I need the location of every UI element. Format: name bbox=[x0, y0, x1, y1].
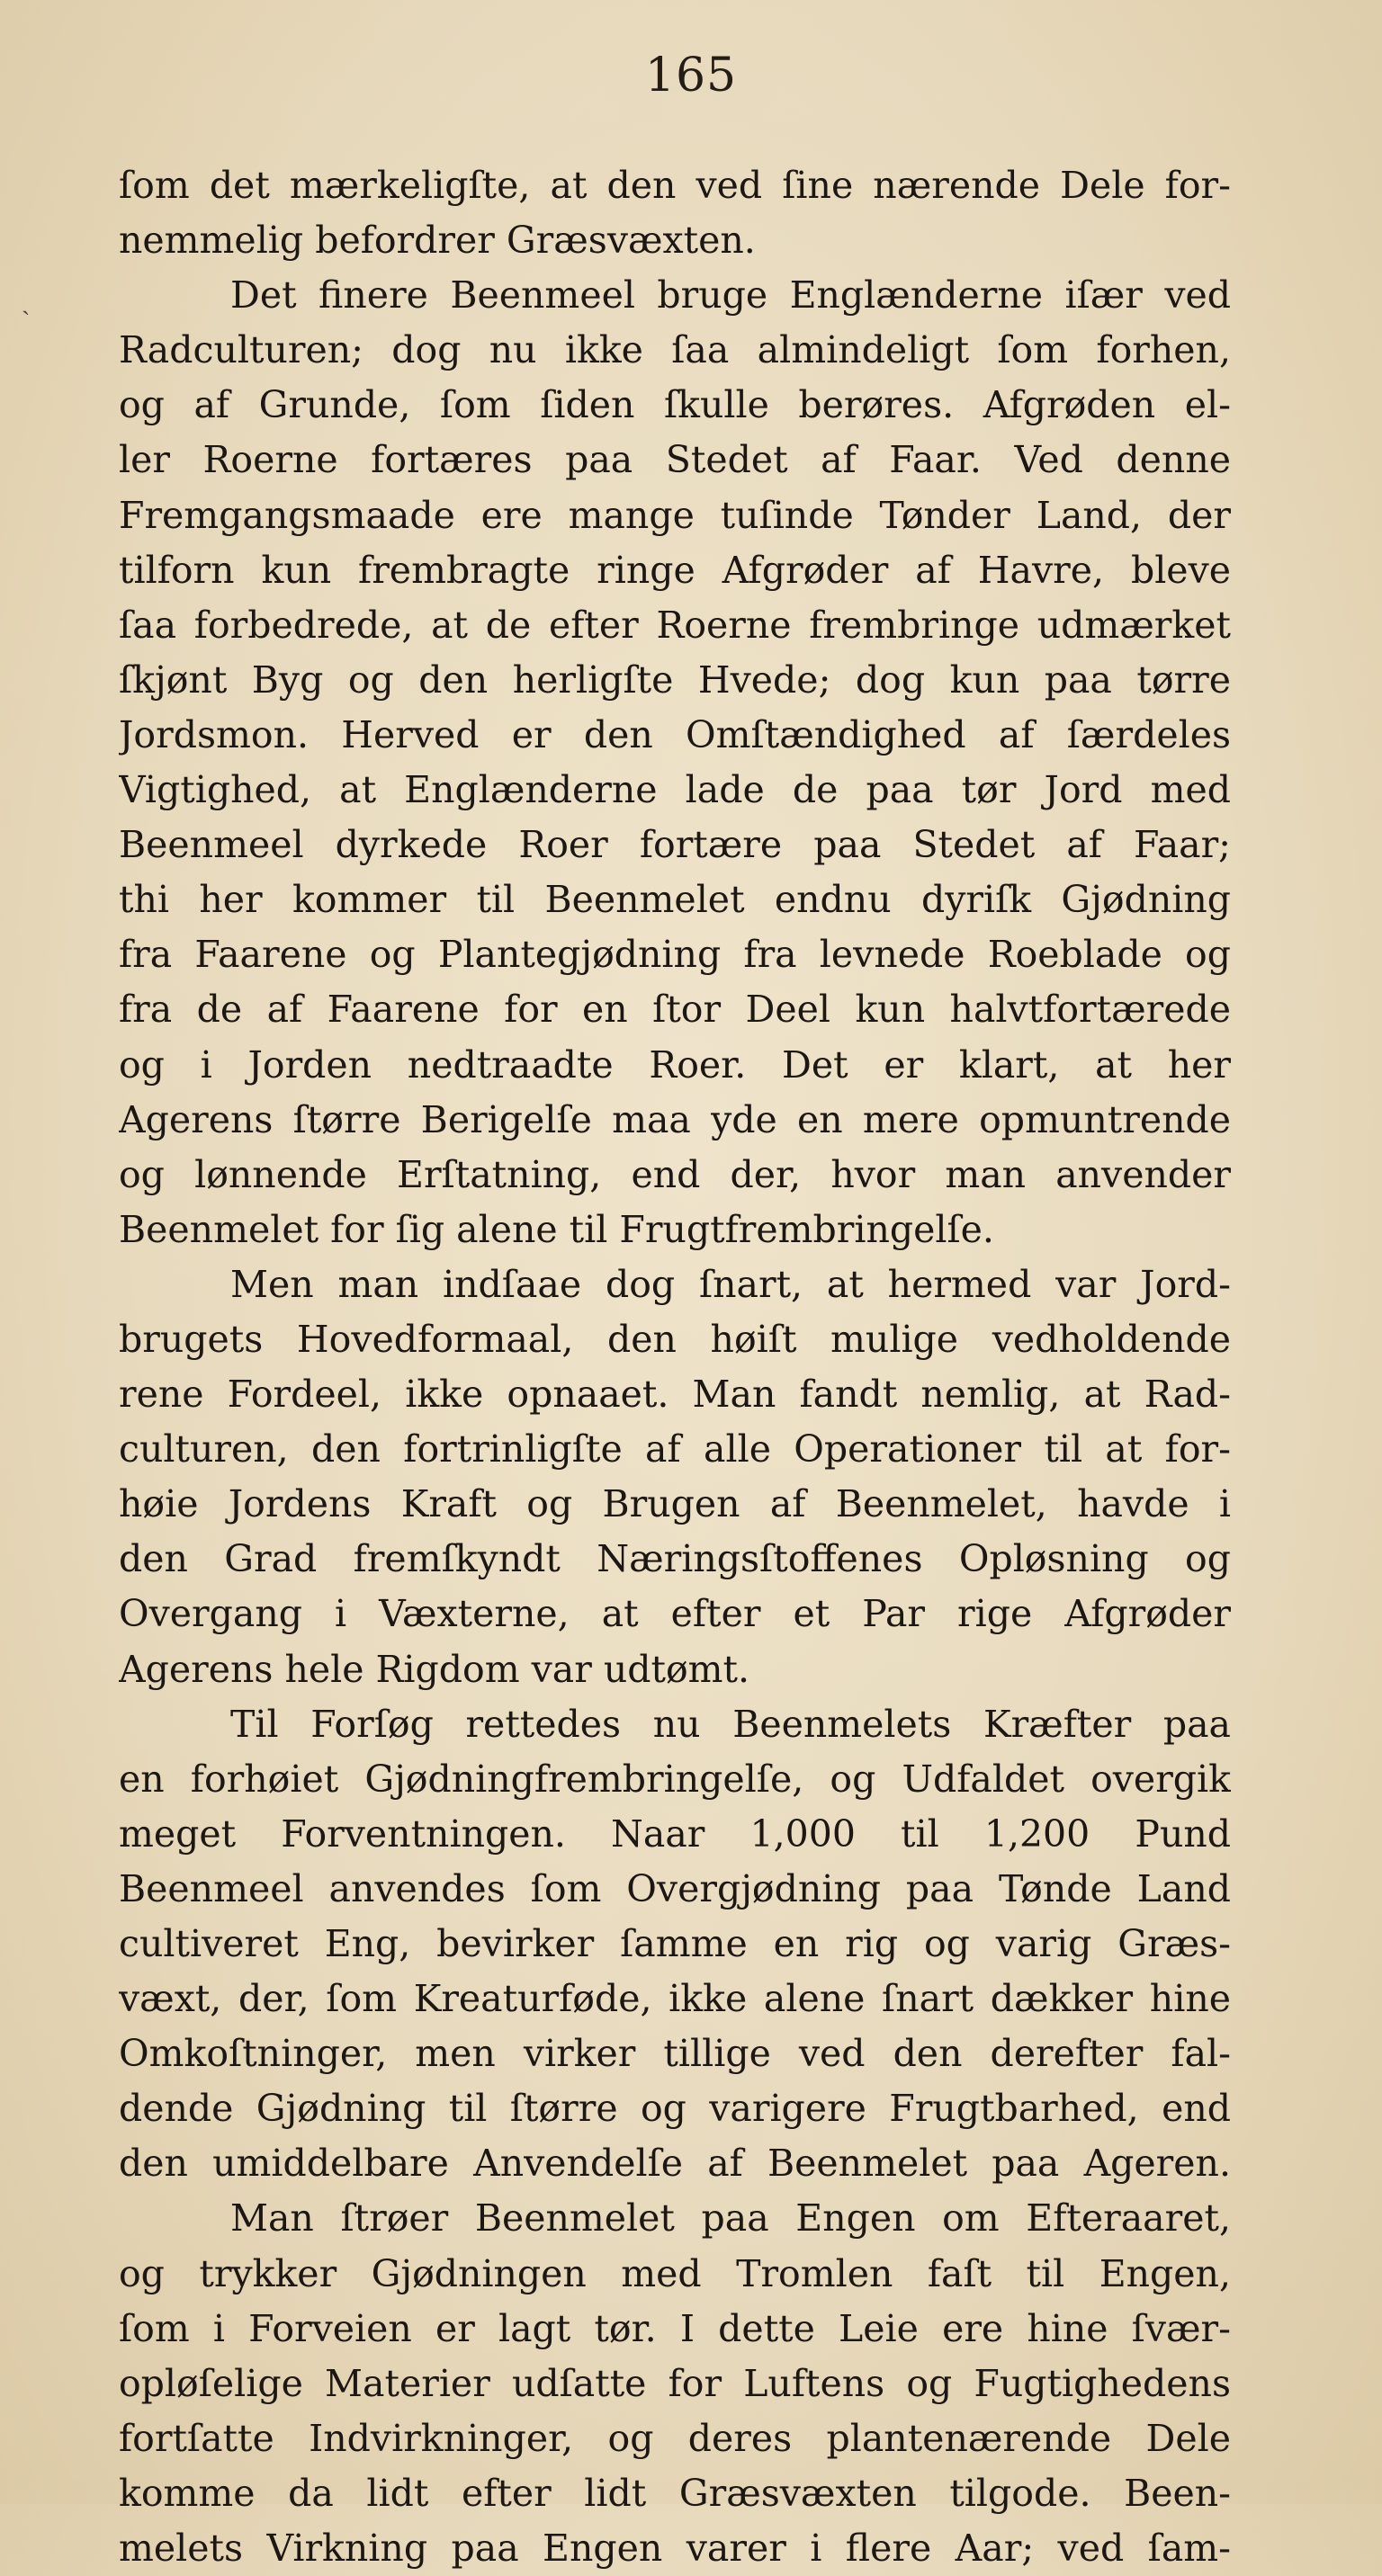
text-line: Beenmelet for ſig alene til Frugtfrembringelſe. bbox=[119, 1207, 994, 1251]
text-line: den umiddelbare Anvendelſe af Beenmelet paa Ageren. bbox=[119, 2142, 1231, 2186]
text-line: fra de af Faarene for en ſtor Deel kun halvtfortærede bbox=[119, 988, 1231, 1032]
text-line: ſkjønt Byg og den herligſte Hvede; dog kun paa tørre bbox=[119, 657, 1231, 702]
text-line: Overgang i Væxterne, at efter et Par rige Afgrøder bbox=[119, 1592, 1231, 1636]
text-line: væxt, der, ſom Kreaturføde, ikke alene ſnart dækker hine bbox=[119, 1977, 1231, 2021]
text-line: ſom det mærkeligſte, at den ved ſine nærende Dele for- bbox=[119, 164, 1231, 207]
text-line: Det finere Beenmeel bruge Englænderne iſær ved bbox=[230, 273, 1231, 318]
text-line: melets Virkning paa Engen varer i flere Aar; ved ſam- bbox=[119, 2527, 1231, 2571]
text-line: Agerens ſtørre Berigelſe maa yde en mere opmuntrende bbox=[119, 1097, 1231, 1141]
text-line: opløſelige Materier udſatte for Luftens og Fugtighedens bbox=[119, 2361, 1231, 2405]
text-line: høie Jordens Kraft og Brugen af Beenmelet, havde i bbox=[119, 1482, 1231, 1526]
text-line: og trykker Gjødningen med Tromlen faſt til Engen, bbox=[119, 2251, 1231, 2295]
text-line: tilforn kun frembragte ringe Afgrøder af Havre, bleve bbox=[119, 548, 1231, 592]
text-line: komme da lidt efter lidt Græsvæxten tilgode. Been- bbox=[119, 2471, 1231, 2515]
text-line: brugets Hovedformaal, den høiſt mulige vedholdende bbox=[119, 1317, 1231, 1361]
text-line: Beenmeel dyrkede Roer fortære paa Stedet af Faar; bbox=[119, 823, 1231, 867]
text-line: Fremgangsmaade ere mange tuſinde Tønder Land, der bbox=[119, 493, 1231, 537]
text-line: dende Gjødning til ſtørre og varigere Frugtbarhed, end bbox=[119, 2087, 1231, 2131]
text-line: nemmelig befordrer Græsvæxten. bbox=[119, 219, 756, 263]
text-line: ler Roerne fortæres paa Stedet af Faar. Ved denne bbox=[119, 438, 1231, 482]
text-line: Jordsmon. Herved er den Omſtændighed af ſærdeles bbox=[119, 712, 1231, 756]
text-line: Beenmeel anvendes ſom Overgjødning paa Tønde Land bbox=[119, 1866, 1231, 1910]
text-line: ſom i Forveien er lagt tør. I dette Leie ere hine ſvær- bbox=[119, 2306, 1231, 2350]
text-line: meget Forventningen. Naar 1,000 til 1,200 Pund bbox=[119, 1811, 1231, 1856]
text-line: og i Jorden nedtraadte Roer. Det er klart, at her bbox=[119, 1042, 1231, 1087]
text-line: fra Faarene og Plantegjødning fra levnede Roeblade og bbox=[119, 933, 1231, 977]
text-line: Agerens hele Rigdom var udtømt. bbox=[119, 1647, 750, 1691]
text-line: Radculturen; dog nu ikke ſaa almindeligt ſom forhen, bbox=[119, 328, 1231, 372]
text-line: Men man indſaae dog ſnart, at hermed var Jord- bbox=[230, 1262, 1231, 1306]
text-line: Omkoſtninger, men virker tillige ved den derefter fal- bbox=[119, 2032, 1231, 2076]
body-text bbox=[119, 158, 1231, 2576]
text-line: cultiveret Eng, bevirker ſamme en rig og varig Græs- bbox=[119, 1922, 1231, 1965]
text-line: Vigtighed, at Englænderne lade de paa tør Jord med bbox=[119, 768, 1231, 812]
text-line: den Grad fremſkyndt Næringsſtoffenes Opløsning og bbox=[119, 1537, 1231, 1581]
text-line: og lønnende Erſtatning, end der, hvor man anvender bbox=[119, 1152, 1231, 1196]
text-line: rene Fordeel, ikke opnaaet. Man fandt nemlig, at Rad- bbox=[119, 1373, 1231, 1417]
text-line: ſaa forbedrede, at de efter Roerne frembringe udmærket bbox=[119, 603, 1231, 647]
margin-mark: ˎ bbox=[22, 286, 31, 316]
text-line: en forhøiet Gjødningfrembringelſe, og Udfaldet overgik bbox=[119, 1757, 1231, 1801]
text-line: fortſatte Indvirkninger, og deres plantenærende Dele bbox=[119, 2416, 1231, 2460]
text-line: culturen, den fortrinligſte af alle Operationer til at for- bbox=[119, 1427, 1231, 1471]
text-line: og af Grunde, ſom ſiden ſkulle berøres. Afgrøden el- bbox=[119, 383, 1231, 427]
text-line: thi her kommer til Beenmelet endnu dyriſk Gjødning bbox=[119, 878, 1231, 922]
text-line: Man ſtrøer Beenmelet paa Engen om Efteraaret, bbox=[230, 2196, 1231, 2241]
text-line: Til Forſøg rettedes nu Beenmelets Kræfter paa bbox=[230, 1702, 1231, 1746]
page-number: 165 bbox=[644, 49, 738, 103]
